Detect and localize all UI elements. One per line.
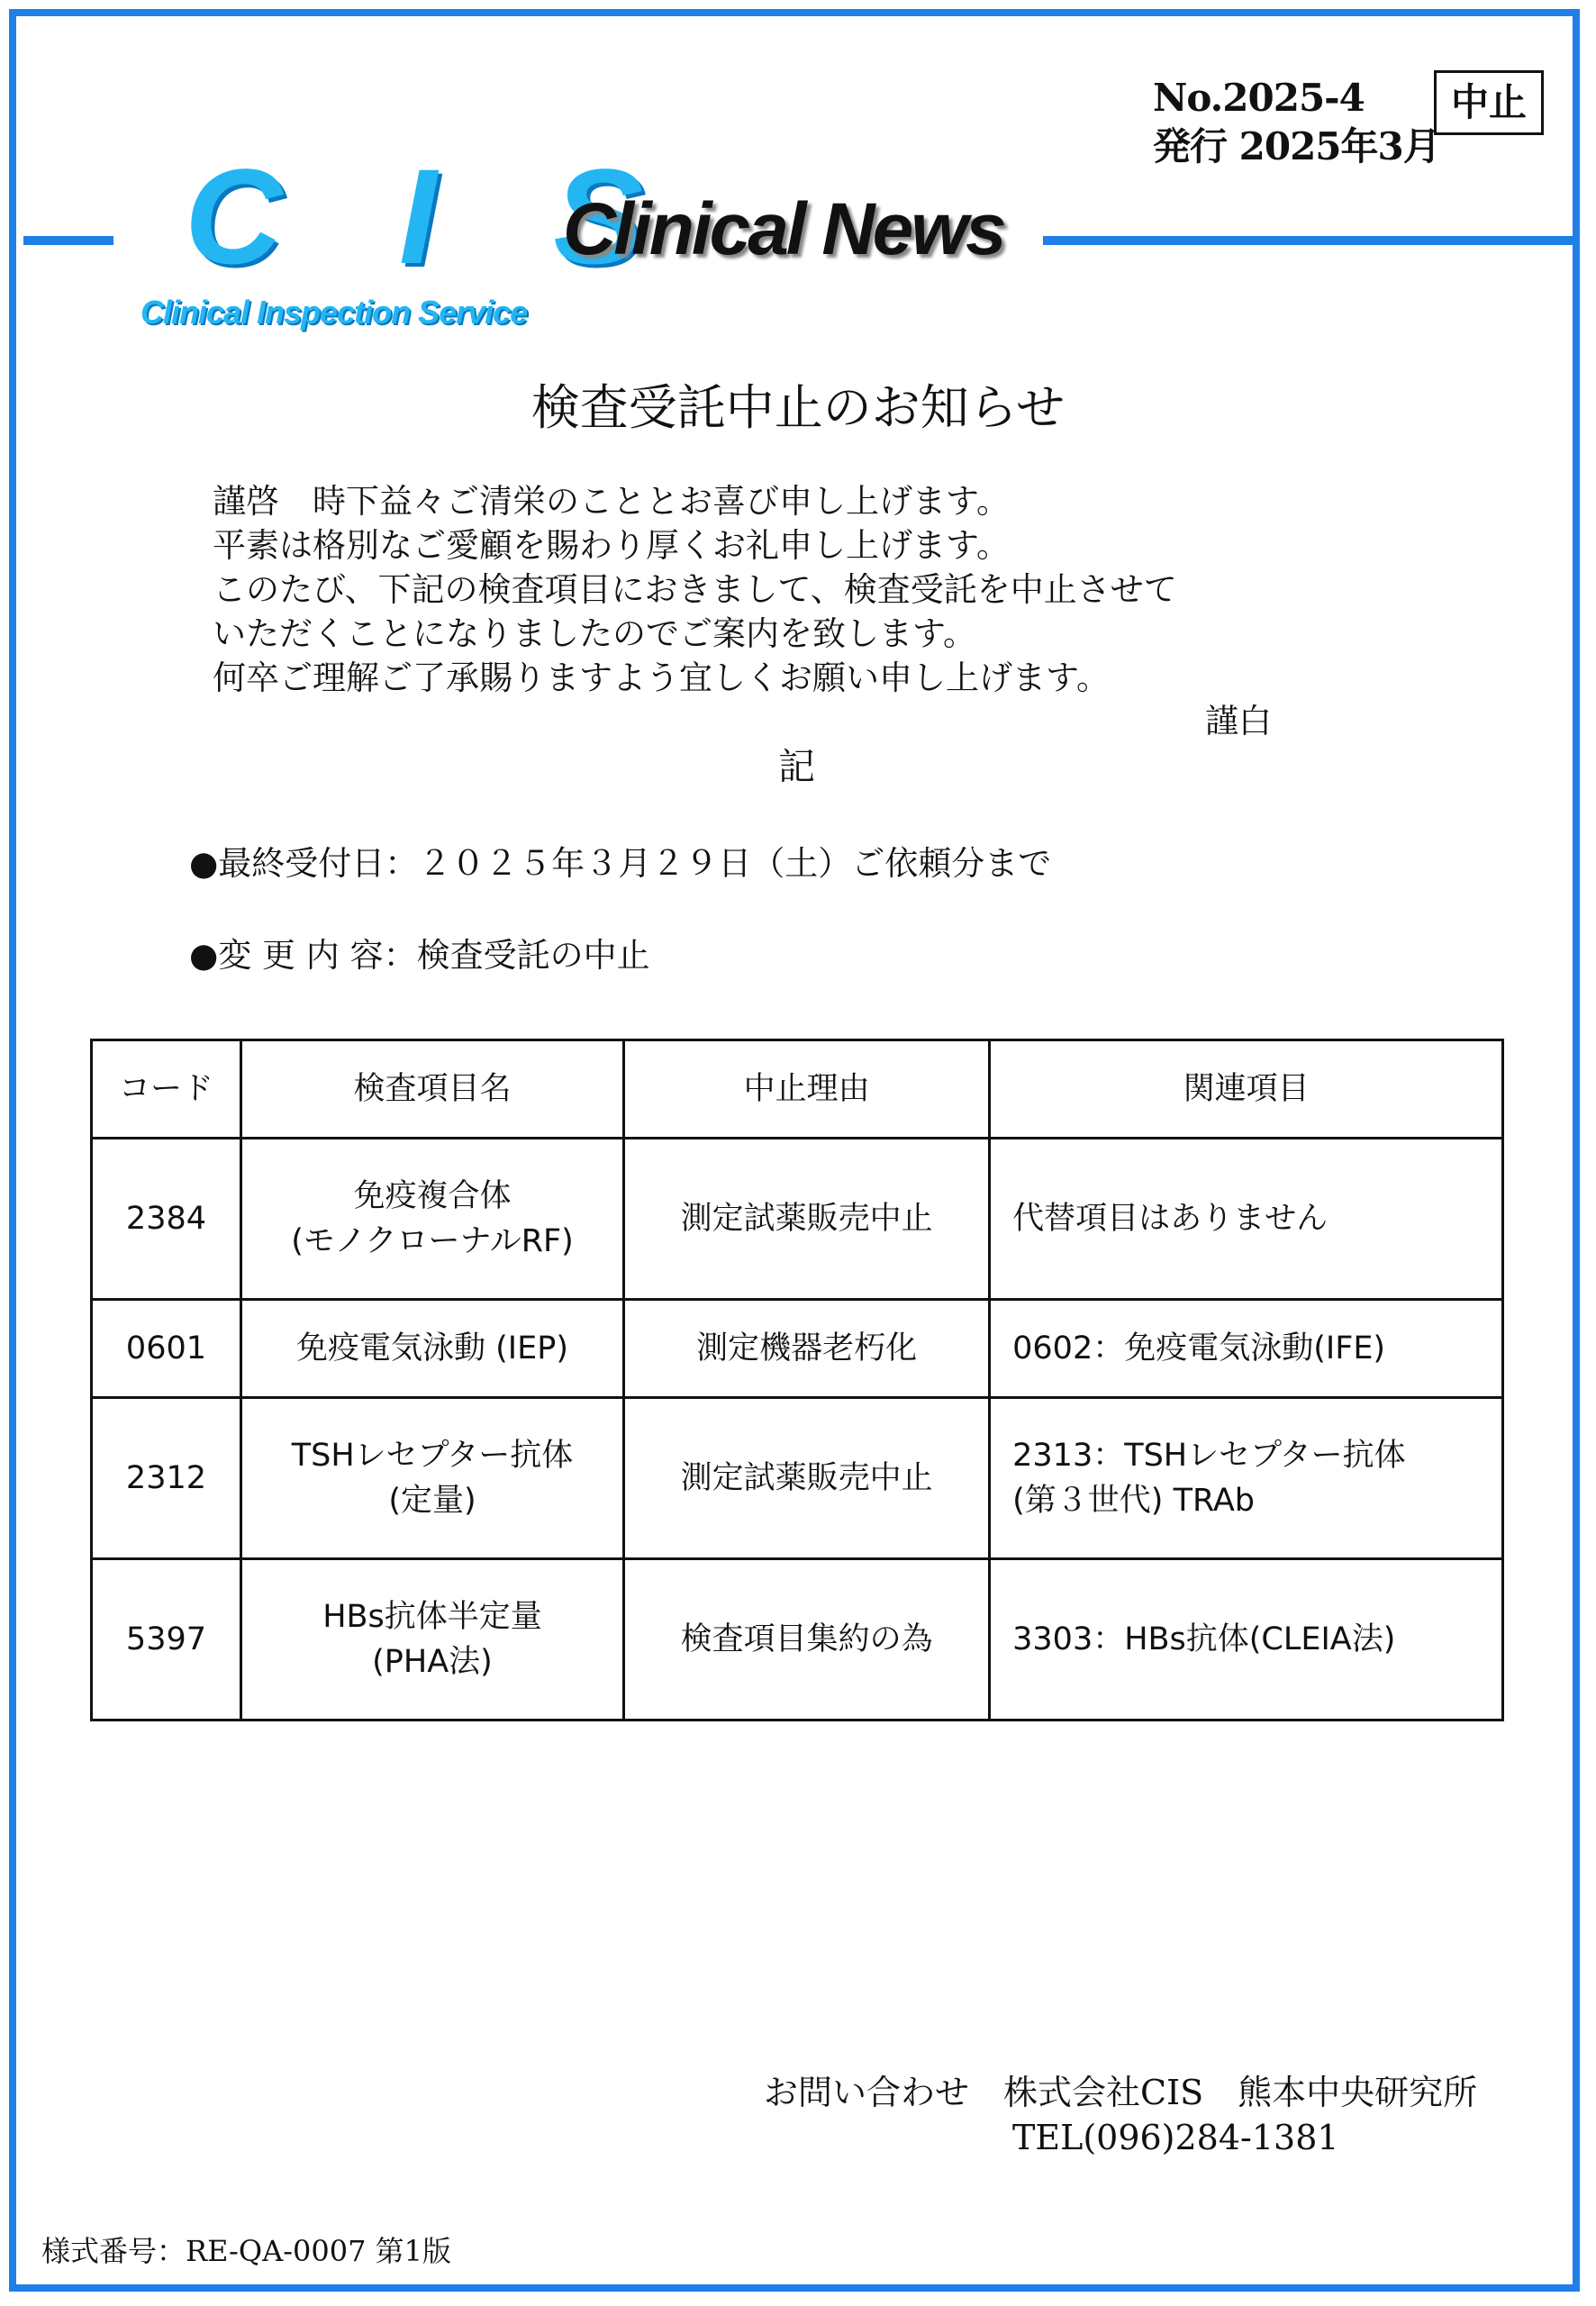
issue-date: 発行 2025年3月 — [1153, 124, 1440, 168]
cell-name-line: (定量) — [388, 1483, 476, 1519]
cell-related-line: 代替項目はありません — [1012, 1201, 1328, 1237]
header-rule-right — [1043, 236, 1573, 245]
cell-reason: 測定試薬販売中止 — [624, 1139, 990, 1300]
table-row — [92, 1559, 1503, 1720]
cell-reason: 測定試薬販売中止 — [624, 1398, 990, 1559]
cell-related — [990, 1139, 1503, 1300]
cell-name-line: 免疫複合体 — [353, 1178, 512, 1214]
col-header-related: 関連項目 — [990, 1040, 1503, 1139]
greeting-line: いただくことになりましたのでご案内を致します。 — [213, 614, 977, 653]
cell-name-line: TSHレセプター抗体 — [291, 1438, 574, 1474]
col-header-code: コード — [92, 1040, 241, 1139]
table-row — [92, 1398, 1503, 1559]
contact-label: お問い合わせ — [764, 2073, 970, 2112]
cell-name-line: 免疫電気泳動 (IEP) — [296, 1330, 568, 1366]
greeting-line: このたび、下記の検査項目におきまして、検査受託を中止させて — [213, 570, 1177, 609]
form-number: 様式番号：RE-QA-0007 第1版 — [41, 2234, 451, 2268]
table-header-row — [92, 1040, 1503, 1139]
greeting-line: 謹啓 時下益々ご清栄のこととお喜び申し上げます。 — [213, 482, 1011, 521]
closing-word: 謹白 — [1205, 702, 1272, 740]
cell-related-line: 0602：免疫電気泳動(IFE) — [1012, 1330, 1386, 1366]
cis-logo: C I S — [185, 141, 684, 292]
cell-related — [990, 1300, 1503, 1398]
status-badge: 中止 — [1434, 70, 1544, 135]
cell-reason: 検査項目集約の為 — [624, 1559, 990, 1720]
col-header-reason: 中止理由 — [624, 1040, 990, 1139]
issue-number: No.2025-4 — [1153, 76, 1365, 120]
change-bullet: ●変 更 内 容：検査受託の中止 — [189, 936, 650, 975]
cell-name — [240, 1398, 623, 1559]
cell-related-line: (第３世代) TRAb — [1012, 1483, 1256, 1519]
cell-name — [240, 1300, 623, 1398]
phone-number: TEL(096)284-1381 — [1012, 2118, 1339, 2157]
greeting-line: 平素は格別なご愛顧を賜わり厚くお礼申し上げます。 — [213, 526, 1011, 565]
table-row — [92, 1300, 1503, 1398]
issue-info — [1153, 74, 1440, 171]
deadline-bullet: ●最終受付日：２０２５年３月２９日（土）ご依頼分まで — [189, 844, 1052, 883]
cell-related-line: 2313：TSHレセプター抗体 — [1012, 1438, 1406, 1474]
contact-info — [764, 2070, 1477, 2160]
discontinued-items-table — [90, 1039, 1504, 1721]
header-rule-left — [23, 236, 113, 245]
cell-name-line: (モノクローナルRF) — [291, 1223, 574, 1259]
table-row — [92, 1139, 1503, 1300]
col-header-name: 検査項目名 — [240, 1040, 623, 1139]
cell-code: 0601 — [92, 1300, 241, 1398]
company-name: 株式会社CIS 熊本中央研究所 — [1003, 2073, 1478, 2112]
cell-name — [240, 1559, 623, 1720]
cell-code: 2312 — [92, 1398, 241, 1559]
cell-name — [240, 1139, 623, 1300]
cell-name-line: HBs抗体半定量 — [322, 1599, 542, 1635]
document-title: 検査受託中止のお知らせ — [530, 379, 1066, 436]
newsletter-title: Clinical News — [563, 188, 1004, 270]
cell-name-line: (PHA法) — [372, 1644, 493, 1680]
cell-reason: 測定機器老朽化 — [624, 1300, 990, 1398]
cell-related-line: 3303：HBs抗体(CLEIA法) — [1012, 1621, 1396, 1657]
cell-related — [990, 1559, 1503, 1720]
cis-logo-subtitle: Clinical Inspection Service — [141, 294, 528, 331]
greeting-line: 何卒ご理解ご了承賜りますよう宜しくお願い申し上げます。 — [213, 658, 1111, 697]
ki-heading: 記 — [778, 745, 815, 788]
cell-related — [990, 1398, 1503, 1559]
cell-code: 2384 — [92, 1139, 241, 1300]
cell-code: 5397 — [92, 1559, 241, 1720]
greeting-text — [213, 479, 1177, 700]
